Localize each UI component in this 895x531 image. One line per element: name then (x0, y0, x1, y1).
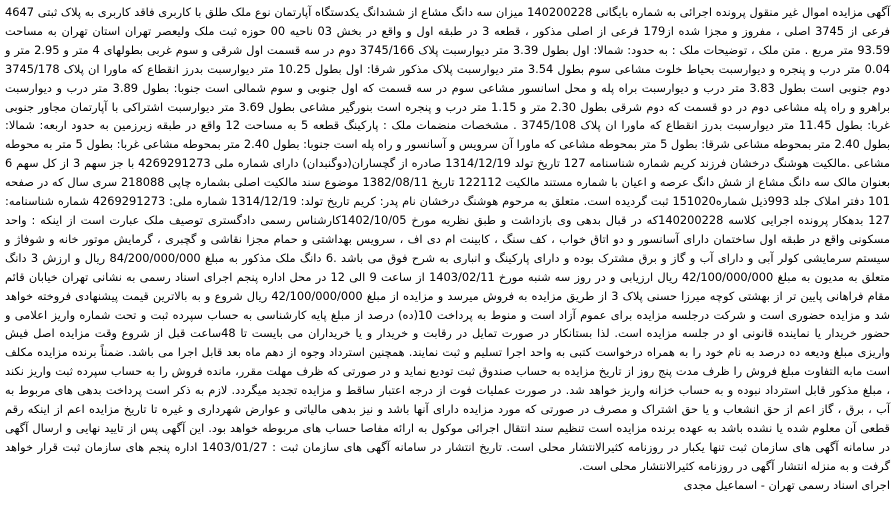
auction-notice-text: آگهی مزایده اموال غیر منقول پرونده اجرائی به شماره بایگانی 140200228 میزان سه دانگ مشاع از ششدانگ یکدستگاه آپارتمان نوع ملک طلق با کاربری فاقد کاربری به پلاک ثبتی 4647 فرعی از 3745 اصلی ، مفروز و مجزا شده از179 فرعی از اصلی مذکور ، قطعه 3 در طبقه اول و واقع در بخش 03 ناحیه 00 حوزه ثبت ملک ولیعصر تهران استان تهران به مساحت 93.59 متر مربع . متن ملک ، توضیحات ملک : به حدود: شمالا: اول بطول 3.39 متر دیوارسبت پلاک 3745/166 دوم در سه قسمت اول شرقی و سوم غربی بطولهای 4 متر و 2.95 متر و 0.04 متر درب و پنجره و دیوارسبت بحیاط خلوت مشاعی سوم بطول 3.54 متر دیوارسبت پلاک مذکور شرقا: اول بطول 10.25 متر دیوارسبت بدرز انقطاع که ماورا ان پلاک 3745/178 دوم جنوبی است بطول 3.83 متر درب و دیوارسبت براه پله و محل اسانسور مشاعی سوم در سه قسمت که اول جنوبی و سوم شمالی است جنوبا: بطول 3.89 متر درب و دیوارسبت براهرو و راه پله مشاعی دوم در دو قسمت که دوم شرقی بطول 2.30 متر و 1.15 متر درب و پنجره است بنورگیر مشاعی بطول 3.69 متر دیوارسبت اشتراکی با آپارتمان مجاور جنوبی غربا: بطول 11.45 متر دیوارسبت بدرز انقطاع که ماورا ان پلاک 3745/108 . مشخصات منضمات ملک : پارکینگ قطعه 5 به مساحت 12 واقع در طبقه زیرزمین به حدود اربعه: شمالا: بطول 2.40 متر بمحوطه مشاعی شرقا: بطول 5 متر بمحوطه مشاعی که ماورا آن سرویس و آسانسور و راه پله است جنوبا: بطول 2.40 متر بمحوطه مشاعی غربا: بطول 5 متر به محوطه مشاعی .مالکیت هوشنگ درخشان فرزند کریم شماره شناسنامه 127 تاریخ تولد 1314/12/19 صادره از گچساران(دوگنبدان) دارای شماره ملی 4269291273 با جز سهم 3 از کل سهم 6 بعنوان مالک سه دانگ مشاع از شش دانگ عرصه و اعیان با شماره مستند مالکیت 122112 تاریخ 1382/08/11 موضوع سند مالکیت اصلی بشماره چاپی 218088 سری سال که در صفحه 101 دفتر املاک جلد 993ذیل شماره151020 ثبت گردیده است. متعلق به مرحوم هوشنگ درخشان نام پدر: کریم تاریخ تولد: 1314/12/19 شماره ملی: 4269291273 شماره شناسنامه: 127 بدهکار پرونده اجرایی کلاسه 140200228که در قبال بدهی وی بازداشت و طبق نظریه مورخ 1402/10/05کارشناس رسمی دادگستری توصیف ملک عبارت است از اینکه : واحد مسکونی واقع در طبقه اول ساختمان دارای آسانسور و دو اتاق خواب ، کف سنگ ، کابینت ام دی اف ، سرویس بهداشتی و حمام مجزا نقاشی و گچبری ، گرمایش موتور خانه و شوفاژ و سیستم سرمایشی کولر آبی و دارای آب و گاز و برق مشترک بوده و دارای پارکینگ و انباری به شرح فوق می باشد .6 دانگ ملک مذکور به مبلغ 84/200/000/000 ریال و ارزش 3 دانگ متعلق به مدیون به مبلغ 42/100/000/000 ریال ارزیابی و در روز سه شنبه مورخ 1403/02/11 از ساعت 9 الی 12 در محل اداره پنجم اجرای اسناد رسمی به نشانی تهران خیابان قائم مقام فراهانی پایین تر از بهشتی کوچه میرزا حسنی پلاک 3 از طریق مزایده به فروش میرسد و مزایده از مبلغ 42/100/000/000 ریال شروع و به بالاترین قیمت پیشنهادی فروخته خواهد شد و مزایده حضوری است و شرکت درجلسه مزایده برای عموم آزاد است و منوط به پرداخت 10(ده) درصد از مبلغ پایه کارشناسی به حساب سپرده ثبت و تحت شماره واریز اعلامی و حضور خریدار یا نماینده قانونی او در جلسه مزایده است. لذا بستانکار در صورت تمایل در رقابت و خریدار و یا خریداران می بایست تا 48ساعت قبل از شروع وقت مزایده اصل فیش واریزی مبلغ ودیعه ده درصد به نام خود را به همراه درخواست کتبی به واحد اجرا تسلیم و ثبت نمایند. همچنین استرداد وجوه از دهم ماه بعد قابل اجرا می باشد. ضمناً برنده مزایده مکلف است مابه التفاوت مبلغ فروش را ظرف مدت پنج روز از تاریخ مزایده به حساب صندوق ثبت تودیع نماید و در صورتی که ظرف مهلت مقرر، مانده فروش را به حساب سپرده ثبت واریز نکند ، مبلغ مذکور قابل استرداد نبوده و به حساب خزانه واریز خواهد شد. در صورت عملیات فوت از درجه اعتبار ساقط و مزایده تجدید میگردد. لازم به ذکر است پرداخت بدهی های مربوط به آب ، برق ، گاز اعم از حق انشعاب و یا حق اشتراک و مصرف در صورتی که مورد مزایده دارای آنها باشد و نیز بدهی مالیاتی و عوارض شهرداری و غیره تا تاریخ مزایده اعم از اینکه رقم قطعی آن معلوم شده یا نشده باشد به عهده برنده مزایده است تنظیم سند انتقال اجرائی موکول به ارائه مفاصا حساب های مربوطه خواهد بود. این آگهی پس از تایید نهایی و ارسال آگهی در سامانه آگهی های سازمان ثبت تنها یکبار در روزنامه کثیرالانتشار محلی است. تاریخ انتشار در سامانه آگهی های سازمان ثبت : 1403/01/27 اداره پنجم های سازمان ثبت قرار خواهد گرفت و به منزله انتشار آگهی در روزنامه کثیرالانتشار محلی است. (5, 5, 891, 473)
notice-signature: اجرای اسناد رسمی تهران - اسماعیل مجدی (683, 477, 890, 492)
